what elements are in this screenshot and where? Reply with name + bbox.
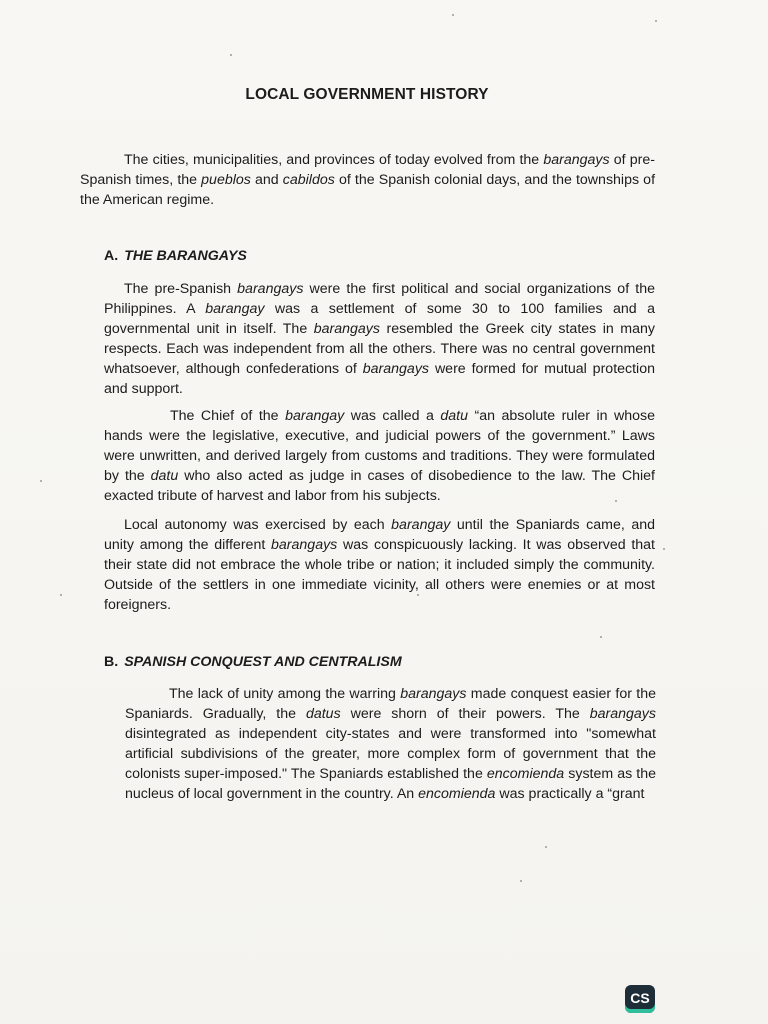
- page-title: LOCAL GOVERNMENT HISTORY: [245, 86, 489, 103]
- camscanner-logo-icon: CS: [625, 985, 655, 1013]
- section-b-paragraph-1: The lack of unity among the warring barangays made conquest easier for the Spaniards. Gradually, the datus were shorn of their powers. The barangays disintegrated as independent city-states and were transformed into "somewhat artificial subdivisions of the greater, more complex form of government that the colonists super-imposed." The Spaniards established the encomienda system as the nucleus of local government in the country. An encomienda was practically a “grant: [125, 686, 656, 802]
- section-a-paragraph-3: Local autonomy was exercised by each barangay until the Spaniards came, and unity among the different barangays was conspicuously lacking. It was observed that their state did not embrace the whole tribe or nation; it included simply the community. Outside of the settlers in one immediate vicinity, all others were enemies or at most foreigners.: [104, 517, 655, 613]
- section-b-heading: B. SPANISH CONQUEST AND CENTRALISM: [104, 654, 402, 670]
- section-a-heading: A. THE BARANGAYS: [104, 248, 247, 264]
- intro-paragraph: The cities, municipalities, and provinces of today evolved from the barangays of pre-Spanish times, the pueblos and cabildos of the Spanish colonial days, and the townships of the American regime.: [80, 152, 656, 208]
- section-a-paragraph-2: The Chief of the barangay was called a datu “an absolute ruler in whose hands were the legislative, executive, and judicial powers of the government.” Laws were unwritten, and derived largely from customs and traditions. They were formulated by the datu who also acted as judge in cases of disobedience to the law. The Chief exacted tribute of harvest and labor from his subjects.: [104, 408, 655, 504]
- section-a-paragraph-1: The pre-Spanish barangays were the first political and social organizations of the Philippines. A barangay was a settlement of some 30 to 100 families and a governmental unit in itself. The barangays resembled the Greek city states in many respects. Each was independent from all the others. There was no central government whatsoever, although confederations of barangays were formed for mutual protection and support.: [104, 281, 655, 397]
